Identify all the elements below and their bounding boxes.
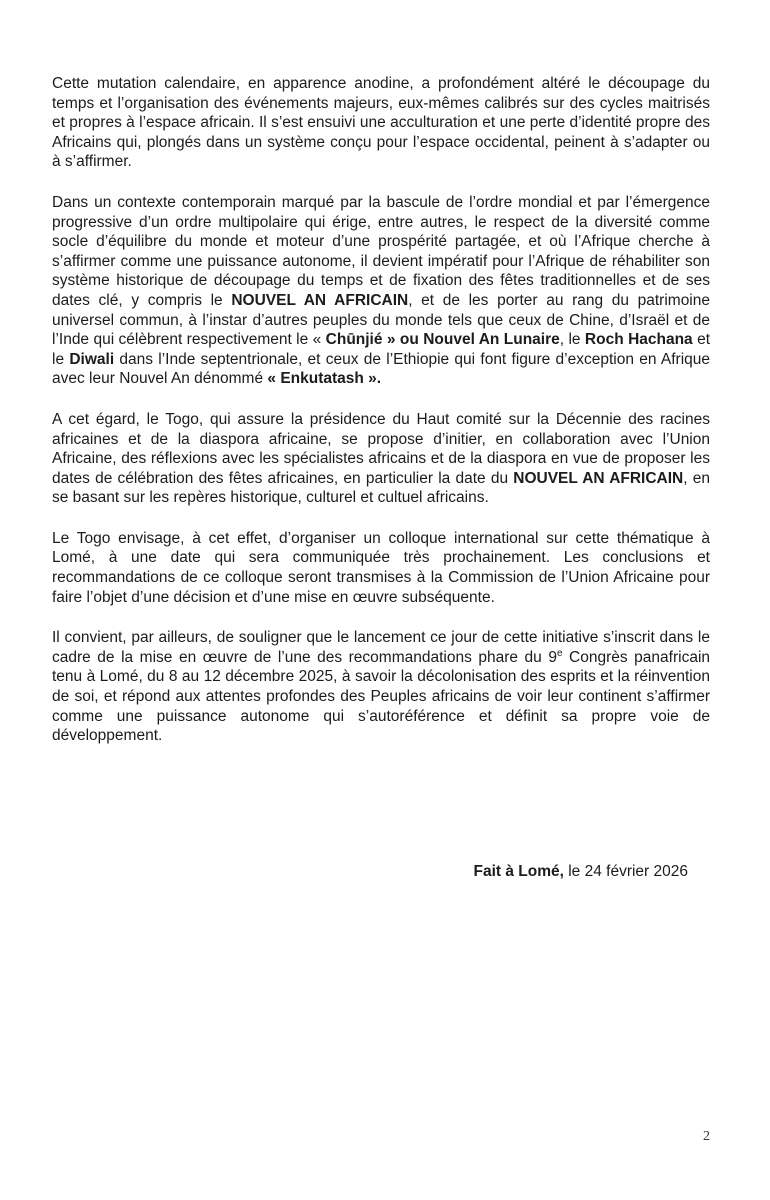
paragraph-text: , le <box>559 331 585 349</box>
paragraph-congress <box>52 628 710 746</box>
paragraph-text: , en se basant sur les repères historique, culturel et cultuel africains. <box>52 469 710 507</box>
paragraph-text: , et de les porter au rang du patrimoine universel commun, à l’instar d’autres peuples du monde tels que ceux de Chine, d’Israël et de l’Inde qui célèbrent respectivement le « <box>52 291 710 349</box>
bold-nouvel-an-africain: NOUVEL AN AFRICAIN <box>231 291 409 309</box>
bold-chunjie: Chūnjié » ou Nouvel An Lunaire <box>325 331 560 349</box>
superscript-e: e <box>556 647 563 659</box>
paragraph-text: Cette mutation calendaire, en apparence anodine, a profondément altéré le découpage du temps et l’organisation des événements majeurs, eux-mêmes calibrés sur des cycles maitrisés et propres à l’espace africain. Il s’est ensuivi une acculturation et une perte d’identité propre des Africains qui, plongés dans un système conçu pour l’espace occidental, peinent à s’adapter ou à s’affirmer. <box>52 75 710 171</box>
paragraph-text: dans l’Inde septentrionale, et ceux de l’Ethiopie qui font figure d’exception en Afrique avec leur Nouvel An dénommé <box>52 350 710 388</box>
document-body <box>52 74 710 767</box>
paragraph-text: Dans un contexte contemporain marqué par la bascule de l’ordre mondial et par l’émergence progressive d’un ordre multipolaire qui érige, entre autres, le respect de la diversité comme socle d’équilibre du monde et moteur d’une prospérité partagée, et où l’Afrique cherche à s’affirmer comme une puissance autonome, il devient impératif pour l’Afrique de réhabiliter son système historique de découpage du temps et de fixation des fêtes traditionnelles et de ses dates clé, y compris le <box>52 193 710 309</box>
paragraph-text: et le <box>52 331 711 368</box>
paragraph-calendar-mutation <box>52 74 710 172</box>
signature-line <box>473 862 688 882</box>
signature-place: Fait à Lomé, <box>473 863 564 880</box>
paragraph-contemporary-context <box>52 193 710 389</box>
bold-roch-hachana: Roch Hachana <box>584 331 693 349</box>
paragraph-text: Le Togo envisage, à cet effet, d’organiser un colloque international sur cette thématique à Lomé, à une date qui sera communiquée très prochainement. Les conclusions et recommandations de ce colloque seront transmises à la Commission de l’Union Africaine pour faire l’objet d’une décision et d’une mise en œuvre subséquente. <box>52 529 710 606</box>
paragraph-colloquium <box>52 529 710 607</box>
bold-enkutatash: « Enkutatash ». <box>267 370 382 388</box>
bold-diwali: Diwali <box>69 350 115 368</box>
paragraph-text: A cet égard, le Togo, qui assure la présidence du Haut comité sur la Décennie des racines africaines et de la diaspora africaine, se propose d’initier, en collaboration avec l’Union Africaine, des réflexions avec les spécialistes africains et de la diaspora en vue de proposer les dates de célébration des fêtes africaines, en particulier la date du <box>52 410 710 487</box>
bold-nouvel-an-africain: NOUVEL AN AFRICAIN <box>513 469 684 487</box>
signature-date: le 24 février 2026 <box>563 863 688 880</box>
paragraph-text: Congrès panafricain tenu à Lomé, du 8 au 12 décembre 2025, à savoir la décolonisation des esprits et la réinvention de soi, et répond aux attentes profondes des Peuples africains de voir leur continent s’affirmer comme une puissance autonome qui s’autoréférence et définit sa propre voie de développement. <box>52 648 711 745</box>
paragraph-text: Il convient, par ailleurs, de souligner que le lancement ce jour de cette initiative s’inscrit dans le cadre de la mise en œuvre de l’une des recommandations phare du 9 <box>52 629 710 666</box>
page-number: 2 <box>703 1129 710 1144</box>
paragraph-togo-initiative <box>52 410 710 508</box>
